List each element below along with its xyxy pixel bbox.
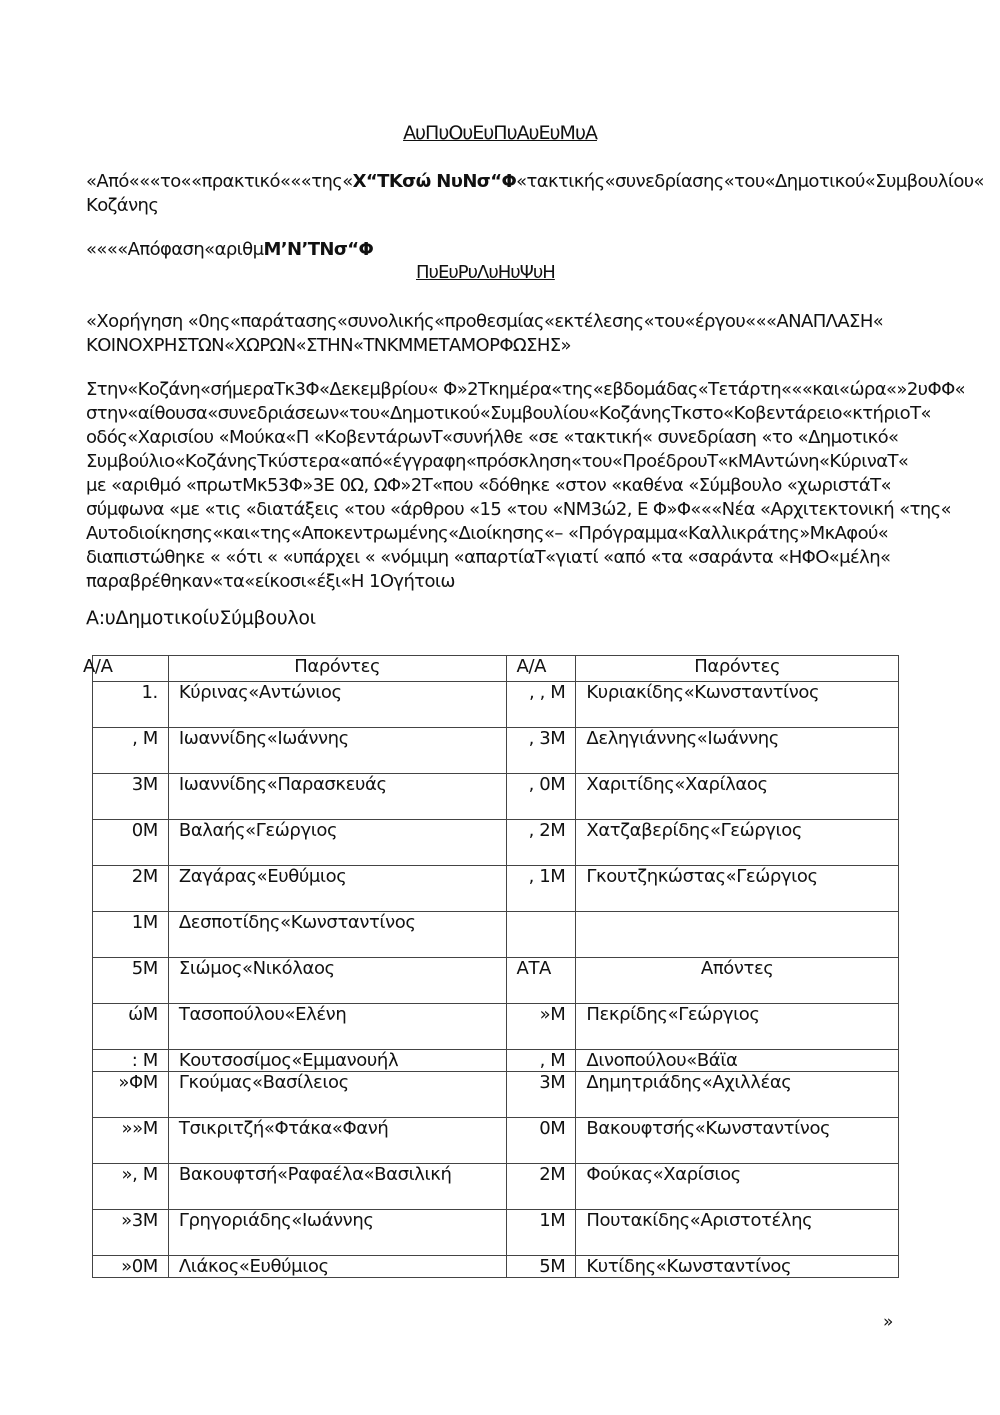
member-name: Τασοπούλου«Ελένη bbox=[168, 1004, 506, 1050]
member-name: Βαλαής«Γεώργιος bbox=[168, 820, 506, 866]
header-present-2: Παρόντες bbox=[576, 656, 899, 682]
member-number: ώΜ bbox=[93, 1004, 169, 1050]
council-members-table bbox=[83, 655, 899, 1278]
member-number: , Μ bbox=[93, 728, 169, 774]
body-line: διαπιστώθηκε « «ότι « «υπάρχει « «νόμιμη «απαρτίαΤ«γιατί «από «τα «σαράντα «ΗΦΟ«μέλη« bbox=[86, 547, 891, 568]
subject-line: «Χορήγηση «0ης«παράτασης«συνολικής«προθεσμίας«εκτέλεσης«του«έργου«««ΑΝΑΠΛΑΣΗ« bbox=[86, 311, 884, 332]
table-row bbox=[93, 1210, 899, 1256]
member-name: Ζαγάρας«Ευθύμιος bbox=[168, 866, 506, 912]
page-number: » bbox=[883, 1312, 894, 1332]
member-name: Κυτίδης«Κωνσταντίνος bbox=[576, 1256, 899, 1278]
intro-city: Κοζάνης bbox=[86, 195, 159, 216]
member-name: Τσικριτζή«Φτάκα«Φανή bbox=[168, 1118, 506, 1164]
body-line: σύμφωνα «με «τις «διατάξεις «του «άρθρου «15 «του «ΝΜ3ώ2, Ε Φ»Φ«««Νέα «Αρχιτεκτονική «της« bbox=[86, 499, 952, 520]
member-number: 2Μ bbox=[93, 866, 169, 912]
section-heading: Α:υΔημοτικοίυΣύμβουλοι bbox=[86, 607, 316, 629]
member-name: Κουτσοσίμος«Εμμανουήλ bbox=[168, 1050, 506, 1072]
member-name bbox=[576, 912, 899, 958]
member-number: , , Μ bbox=[506, 682, 576, 728]
member-name: Βακουφτσή«Ραφαέλα«Βασιλική bbox=[168, 1164, 506, 1210]
table-row bbox=[93, 912, 899, 958]
table-row bbox=[93, 1050, 899, 1072]
table-row bbox=[93, 1072, 899, 1118]
member-number: , 0Μ bbox=[506, 774, 576, 820]
body-line: με «αριθμό «πρωτΜκ53Φ»3Ε 0Ω, ΩΦ»2Τ«που «δόθηκε «στον «καθένα «Σύμβουλο «χωριστάΤ« bbox=[86, 475, 891, 496]
member-number: : Μ bbox=[93, 1050, 169, 1072]
member-number: 2Μ bbox=[506, 1164, 576, 1210]
table-header-row bbox=[93, 656, 899, 682]
member-number: 3Μ bbox=[506, 1072, 576, 1118]
member-number bbox=[506, 912, 576, 958]
body-line: οδός«Χαρισίου «Μούκα«Π «ΚοβεντάρωνΤ«συνήλθε «σε «τακτική« συνεδρίαση «το «Δημοτικό« bbox=[86, 427, 899, 448]
body-line: Συμβούλιο«ΚοζάνηςΤκύστερα«από«έγγραφη«πρόσκληση«του«ΠροέδρουΤ«κΜΑντώνη«ΚύριναΤ« bbox=[86, 451, 909, 472]
absent-header-label: Απόντες bbox=[576, 958, 899, 1004]
member-name: Λιάκος«Ευθύμιος bbox=[168, 1256, 506, 1278]
absent-header-num: ΑΤΑ bbox=[506, 958, 576, 1004]
member-name: Δινοπούλου«Βάϊα bbox=[576, 1050, 899, 1072]
member-name: Δεσποτίδης«Κωνσταντίνος bbox=[168, 912, 506, 958]
document-title: ΑυΠυΟυΕυΠυΑυΕυΜυΑ bbox=[403, 122, 597, 144]
member-name: Φούκας«Χαρίσιος bbox=[576, 1164, 899, 1210]
member-number: , 3Μ bbox=[506, 728, 576, 774]
member-name: Βακουφτσής«Κωνσταντίνος bbox=[576, 1118, 899, 1164]
table-row bbox=[93, 774, 899, 820]
body-paragraph bbox=[86, 378, 966, 594]
member-number: 0Μ bbox=[506, 1118, 576, 1164]
subject-paragraph bbox=[86, 310, 926, 358]
table-row bbox=[93, 728, 899, 774]
member-number: »Μ bbox=[506, 1004, 576, 1050]
member-name: Σιώμος«Νικόλαος bbox=[168, 958, 506, 1004]
table-row bbox=[93, 958, 899, 1004]
member-number: 3Μ bbox=[93, 774, 169, 820]
member-number: »»Μ bbox=[93, 1118, 169, 1164]
member-number: 1. bbox=[93, 682, 169, 728]
member-number: , 1Μ bbox=[506, 866, 576, 912]
member-number: , 2Μ bbox=[506, 820, 576, 866]
member-name: Χαριτίδης«Χαρίλαος bbox=[576, 774, 899, 820]
table-row bbox=[93, 1256, 899, 1278]
body-line: παραβρέθηκαν«τα«είκοσι«έξι«Η 1Ογήτοιω bbox=[86, 571, 455, 592]
subject-line: ΚΟΙΝΟΧΡΗΣΤΩΝ«ΧΩΡΩΝ«ΣΤΗΝ«ΤΝΚΜΜΕΤΑΜΟΡΦΩΣΗΣ» bbox=[86, 335, 571, 356]
table-row bbox=[93, 682, 899, 728]
decision-number: Μ’Ν’ΤΝσ“Φ bbox=[263, 239, 374, 260]
member-number: 1Μ bbox=[506, 1210, 576, 1256]
member-name: Γκούμας«Βασίλειος bbox=[168, 1072, 506, 1118]
member-number: », Μ bbox=[93, 1164, 169, 1210]
session-number: Χ“ΤΚσώ ΝυΝσ“Φ bbox=[352, 171, 517, 192]
table-row bbox=[93, 820, 899, 866]
member-name: Κύρινας«Αντώνιος bbox=[168, 682, 506, 728]
intro-text-rest: «τακτικής«συνεδρίασης«του«Δημοτικού«Συμβουλίου« bbox=[516, 171, 984, 192]
member-number: »0Μ bbox=[93, 1256, 169, 1278]
table-row bbox=[93, 1004, 899, 1050]
member-name: Πεκρίδης«Γεώργιος bbox=[576, 1004, 899, 1050]
header-present: Παρόντες bbox=[168, 656, 506, 682]
member-name: Χατζαβερίδης«Γεώργιος bbox=[576, 820, 899, 866]
member-number: 1Μ bbox=[93, 912, 169, 958]
member-name: Δημητριάδης«Αχιλλέας bbox=[576, 1072, 899, 1118]
intro-paragraph bbox=[86, 170, 984, 218]
table-row bbox=[93, 1118, 899, 1164]
member-name: Δεληγιάννης«Ιωάννης bbox=[576, 728, 899, 774]
decision-line bbox=[86, 238, 926, 262]
header-num-2: Α/Α bbox=[506, 656, 576, 682]
member-number: »3Μ bbox=[93, 1210, 169, 1256]
member-name: Ιωαννίδης«Ιωάννης bbox=[168, 728, 506, 774]
intro-text: «Από«««το««πρακτικό«««της« bbox=[86, 171, 353, 192]
member-number: 5Μ bbox=[93, 958, 169, 1004]
member-number: 5Μ bbox=[506, 1256, 576, 1278]
member-number: , Μ bbox=[506, 1050, 576, 1072]
member-name: Γρηγοριάδης«Ιωάννης bbox=[168, 1210, 506, 1256]
table-row bbox=[93, 1164, 899, 1210]
body-line: Στην«Κοζάνη«σήμεραΤκ3Φ«Δεκεμβρίου« Φ»2Τκημέρα«της«εβδομάδας«Τετάρτη«««και«ώρα«»2υΦΦ« bbox=[86, 379, 966, 400]
decision-prefix: ««««Απόφαση«αριθμ bbox=[86, 239, 264, 260]
member-name: Γκουτζηκώστας«Γεώργιος bbox=[576, 866, 899, 912]
member-name: Ιωαννίδης«Παρασκευάς bbox=[168, 774, 506, 820]
document-subtitle: ΠυΕυΡυΛυΗυΨυΗ bbox=[416, 262, 555, 283]
member-name: Κυριακίδης«Κωνσταντίνος bbox=[576, 682, 899, 728]
body-line: στην«αίθουσα«συνεδριάσεων«του«Δημοτικού«Συμβουλίου«ΚοζάνηςΤκστο«Κοβεντάρειο«κτήριοΤ« bbox=[86, 403, 931, 424]
member-number: 0Μ bbox=[93, 820, 169, 866]
header-num: Α/Α bbox=[93, 656, 169, 682]
member-name: Πουτακίδης«Αριστοτέλης bbox=[576, 1210, 899, 1256]
member-number: »ΦΜ bbox=[93, 1072, 169, 1118]
table-row bbox=[93, 866, 899, 912]
body-line: Αυτοδιοίκησης«και«της«Αποκεντρωμένης«Διοίκησης«– «Πρόγραμμα«Καλλικράτης»ΜκΑφού« bbox=[86, 523, 889, 544]
